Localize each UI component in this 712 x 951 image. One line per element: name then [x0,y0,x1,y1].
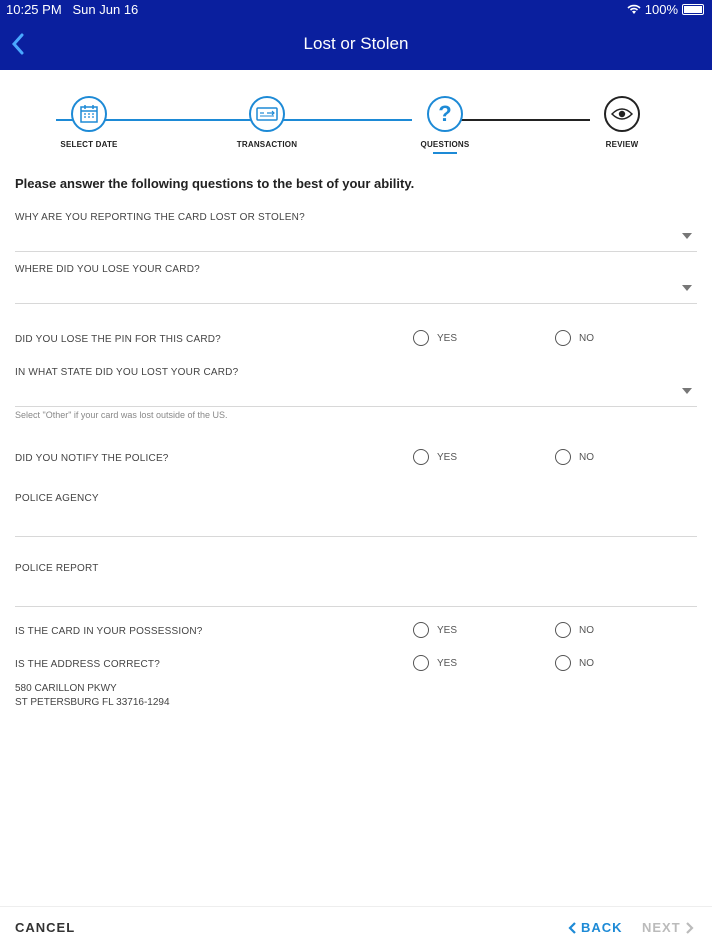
chevron-right-icon [685,921,694,935]
question-icon: ? [427,96,463,132]
eye-icon [604,96,640,132]
address-no-radio[interactable] [555,655,594,671]
date-text: Sun Jun 16 [72,2,139,17]
reason-dropdown-caret[interactable] [682,233,692,239]
radio-label: NO [579,624,594,636]
step-label: REVIEW [605,140,639,149]
step-select-date [29,96,149,149]
address-yes-radio[interactable] [413,655,457,671]
radio-circle[interactable] [413,622,429,638]
footer-bar [0,906,712,951]
step-questions [385,96,505,154]
radio-label: NO [579,657,594,669]
step-review [562,96,682,149]
step-label: SELECT DATE [60,140,118,149]
radio-label: YES [437,451,458,463]
status-right [627,2,704,17]
radio-label: NO [579,332,594,344]
state-hint: Select "Other" if your card was lost outside of the US. [15,410,228,420]
step-label: TRANSACTION [236,140,298,149]
progress-stepper [0,96,712,166]
cancel-button[interactable]: CANCEL [15,920,76,935]
radio-label: YES [437,657,458,669]
pin-yes-radio[interactable] [413,330,457,346]
address-line-2: ST PETERSBURG FL 33716-1294 [15,697,170,708]
state-label: IN WHAT STATE DID YOU LOST YOUR CARD? [15,367,239,378]
radio-circle[interactable] [555,655,571,671]
next-button[interactable] [642,920,694,935]
radio-circle[interactable] [413,655,429,671]
where-dropdown[interactable] [15,303,697,304]
police-agency-label: POLICE AGENCY [15,493,99,504]
police-yes-radio[interactable] [413,449,457,465]
battery-percent: 100% [644,2,678,17]
calendar-icon [71,96,107,132]
wifi-icon [627,4,641,15]
radio-circle[interactable] [555,330,571,346]
pin-question: DID YOU LOSE THE PIN FOR THIS CARD? [15,334,221,345]
form-intro: Please answer the following questions to the best of your ability. [15,176,415,191]
police-question: DID YOU NOTIFY THE POLICE? [15,453,169,464]
police-agency-input[interactable] [15,536,697,537]
address-question: IS THE ADDRESS CORRECT? [15,659,161,670]
step-transaction [207,96,327,149]
active-step-indicator [433,152,457,154]
back-label: BACK [581,920,623,935]
back-button[interactable] [568,920,623,935]
reason-dropdown[interactable] [15,251,697,252]
page-title: Lost or Stolen [303,34,409,53]
radio-label: NO [579,451,594,463]
radio-circle[interactable] [413,330,429,346]
radio-circle[interactable] [555,622,571,638]
app-header [0,0,712,70]
possession-no-radio[interactable] [555,622,594,638]
status-time [6,2,138,17]
possession-yes-radio[interactable] [413,622,457,638]
police-report-input[interactable] [15,606,697,607]
reason-label: WHY ARE YOU REPORTING THE CARD LOST OR STOLEN? [15,212,305,223]
radio-label: YES [437,624,458,636]
state-dropdown[interactable] [15,406,697,407]
where-label: WHERE DID YOU LOSE YOUR CARD? [15,264,200,275]
battery-icon [682,4,704,15]
time-text: 10:25 PM [6,2,62,17]
chevron-left-icon [568,921,577,935]
pin-no-radio[interactable] [555,330,594,346]
where-dropdown-caret[interactable] [682,285,692,291]
address-line-1: 580 CARILLON PKWY [15,683,117,694]
radio-label: YES [437,332,458,344]
state-dropdown-caret[interactable] [682,388,692,394]
radio-circle[interactable] [413,449,429,465]
radio-circle[interactable] [555,449,571,465]
police-report-label: POLICE REPORT [15,563,99,574]
step-label: QUESTIONS [420,140,470,149]
card-transfer-icon [249,96,285,132]
police-no-radio[interactable] [555,449,594,465]
next-label: NEXT [642,920,681,935]
possession-question: IS THE CARD IN YOUR POSSESSION? [15,626,203,637]
